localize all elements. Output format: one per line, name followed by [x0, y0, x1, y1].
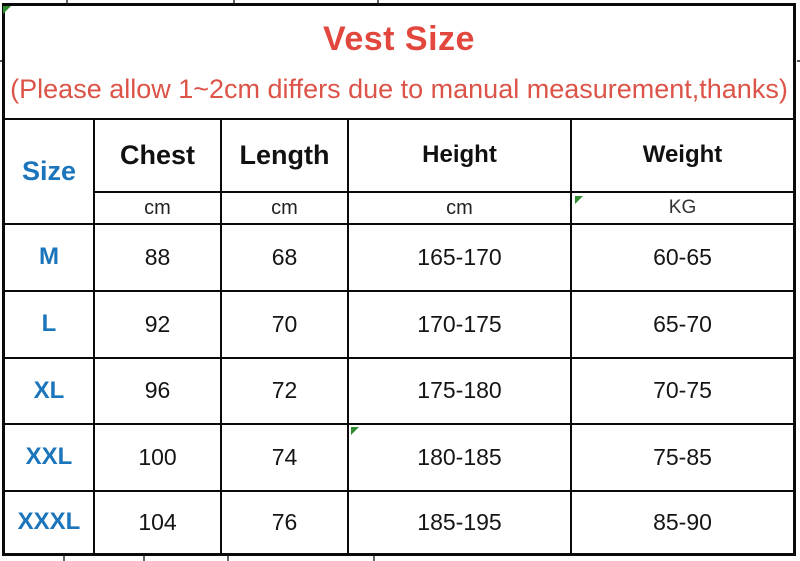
chest-cell: 92 [95, 292, 222, 359]
size-cell: XXXL [5, 492, 95, 553]
unit-cell-height: cm [349, 193, 572, 225]
length-cell: 68 [222, 225, 349, 292]
unit-cell-weight: KG [572, 193, 793, 225]
chest-cell: 104 [95, 492, 222, 553]
size-cell: XXL [5, 425, 95, 492]
excel-corner-marker-icon [351, 427, 359, 435]
column-header-size: Size [5, 120, 95, 225]
weight-cell: 70-75 [572, 359, 793, 425]
height-cell: 170-175 [349, 292, 572, 359]
table-frame [2, 3, 796, 556]
column-header-height: Height [349, 120, 572, 193]
height-cell: 175-180 [349, 359, 572, 425]
length-cell: 70 [222, 292, 349, 359]
weight-cell: 85-90 [572, 492, 793, 553]
height-cell: 180-185 [349, 425, 572, 492]
size-cell: M [5, 225, 95, 292]
column-header-length: Length [222, 120, 349, 193]
chest-cell: 96 [95, 359, 222, 425]
column-header-chest: Chest [95, 120, 222, 193]
gridline-stub-bottom [227, 556, 229, 561]
gridline-stub-bottom [143, 556, 145, 561]
excel-corner-marker-icon [3, 6, 11, 14]
title-block [5, 6, 793, 120]
height-cell: 165-170 [349, 225, 572, 292]
gridline-stub-bottom [63, 556, 65, 561]
weight-cell: 65-70 [572, 292, 793, 359]
length-cell: 76 [222, 492, 349, 553]
weight-cell: 60-65 [572, 225, 793, 292]
excel-corner-marker-icon [575, 196, 583, 204]
unit-cell-length: cm [222, 193, 349, 225]
chest-cell: 88 [95, 225, 222, 292]
size-cell: L [5, 292, 95, 359]
chart-subtitle: (Please allow 1~2cm differs due to manual measurement,thanks) [10, 73, 788, 104]
length-cell: 72 [222, 359, 349, 425]
weight-cell: 75-85 [572, 425, 793, 492]
length-cell: 74 [222, 425, 349, 492]
unit-cell-chest: cm [95, 193, 222, 225]
size-table [5, 6, 793, 553]
height-cell: 185-195 [349, 492, 572, 553]
column-header-weight: Weight [572, 120, 793, 193]
gridline-stub-bottom [373, 556, 375, 561]
chest-cell: 100 [95, 425, 222, 492]
chart-title: Vest Size [323, 20, 475, 59]
size-cell: XL [5, 359, 95, 425]
